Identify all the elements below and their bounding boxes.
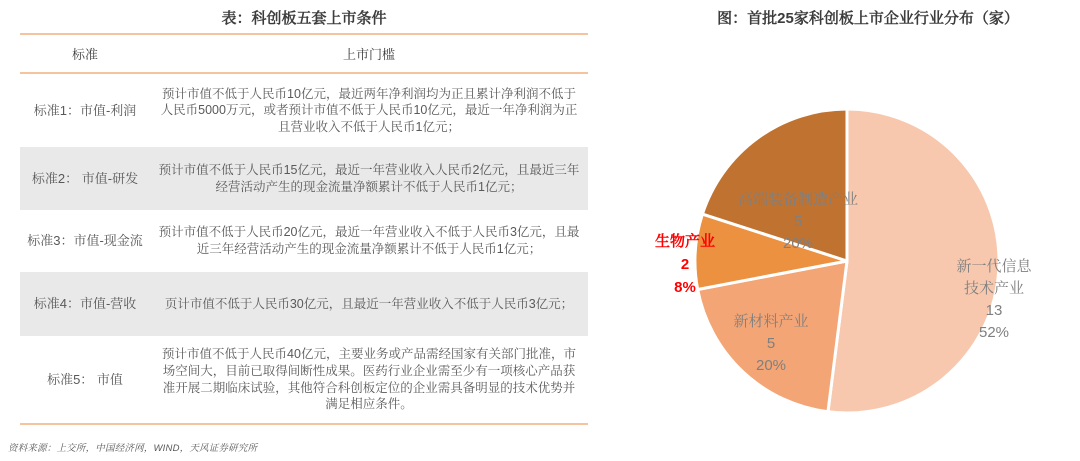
pie-label-1-line-0: 新材料产业 — [733, 313, 809, 330]
pie-label-2-line-1: 2 — [680, 256, 690, 273]
threshold-cell: 预计市值不低于人民币10亿元，最近两年净利润均为正且累计净利润不低于人民币5000万元，或者预计市值不低于人民币10亿元，最近一年净利润为正且营业收入不低于人民币1亿元； — [160, 86, 578, 134]
pie-label-3-line-1: 5 — [793, 213, 803, 230]
criteria-cell: 标准2： 市值-研发 — [31, 170, 139, 186]
pie-chart-svg — [620, 28, 1080, 458]
industry-pie-panel — [620, 0, 1080, 461]
listing-conditions-table — [20, 0, 588, 425]
table-row — [20, 336, 588, 423]
pie-label-3-line-2: 20% — [782, 235, 814, 252]
criteria-cell: 标准1：市值-利润 — [33, 102, 137, 118]
table-row — [20, 74, 588, 147]
pie-label-0-line-0: 新一代信息 — [956, 258, 1032, 275]
criteria-cell: 标准3：市值-现金流 — [27, 233, 143, 249]
column-header-criteria: 标准 — [71, 47, 98, 62]
pie-label-0-line-2: 13 — [985, 302, 1003, 319]
table-row — [20, 147, 588, 210]
source-note: 资料来源：上交所，中国经济网，WIND，天风证券研究所 — [8, 443, 258, 454]
pie-label-3-line-0: 高端装备制造产业 — [737, 191, 859, 208]
pie-label-1-line-2: 20% — [755, 357, 787, 374]
threshold-cell: 预计市值不低于人民币40亿元，主要业务或产品需经国家有关部门批准，市场空间大，目前已取得间断性成果。医药行业企业需至少有一项核心产品获准开展二期临床试验，其他符合科创板定位的企业需具备明显的技术优势并满足相应条件。 — [162, 347, 576, 412]
pie-label-2-line-0: 生物产业 — [654, 233, 716, 250]
pie-label-1-line-1: 5 — [766, 335, 776, 352]
table-bottom-rule — [20, 423, 588, 425]
threshold-cell: 预计市值不低于人民币15亿元，最近一年营业收入人民币2亿元，且最近三年经营活动产生的现金流量净额累计不低于人民币1亿元； — [158, 162, 580, 194]
threshold-cell: 预计市值不低于人民币20亿元，最近一年营业收入不低于人民币3亿元，且最近三年经营活动产生的现金流量净额累计不低于人民币1亿元； — [158, 225, 580, 256]
pie-label-2-line-2: 8% — [674, 279, 696, 296]
criteria-cell: 标准5： 市值 — [47, 371, 123, 387]
table-title: 表：科创板五套上市条件 — [221, 10, 387, 27]
pie-label-0-line-1: 技术产业 — [963, 280, 1025, 297]
table-header-row — [20, 35, 588, 72]
column-header-threshold: 上市门槛 — [342, 47, 395, 62]
table-row — [20, 210, 588, 272]
criteria-cell: 标准4：市值-营收 — [33, 296, 137, 312]
pie-label-0-line-3: 52% — [978, 324, 1010, 341]
threshold-cell: 页计市值不低于人民币30亿元，且最近一年营业收入不低于人民币3亿元； — [164, 296, 574, 311]
table-row — [20, 272, 588, 336]
chart-title: 图：首批25家科创板上市企业行业分布（家） — [717, 10, 1019, 27]
